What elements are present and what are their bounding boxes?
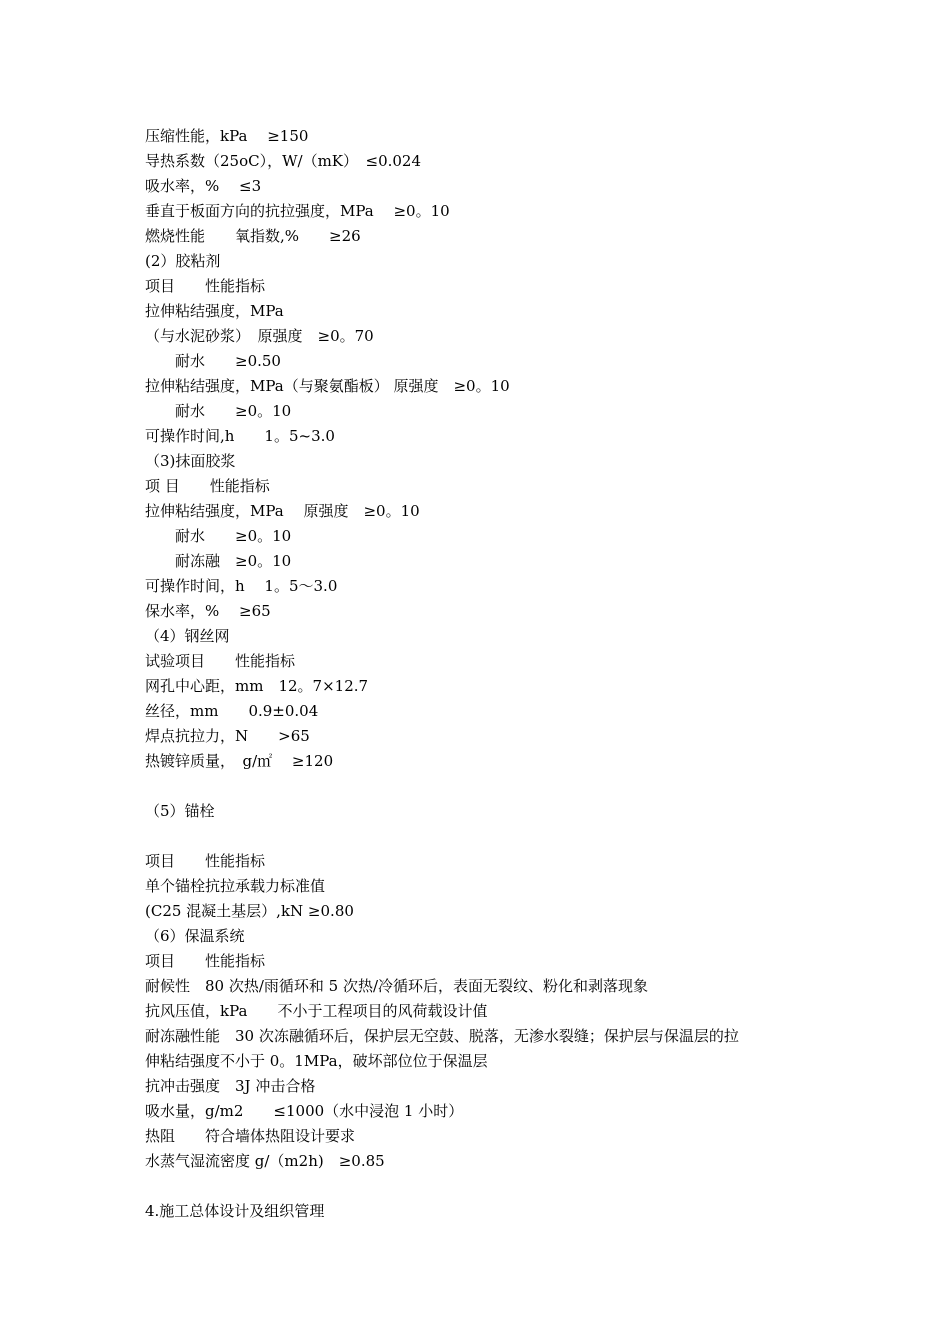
text-line: 耐水 ≥0。10	[145, 402, 292, 420]
text-line: 可操作时间，h 1。5～3.0	[145, 577, 338, 595]
chapter-heading: 4.施工总体设计及组织管理	[145, 1202, 325, 1220]
text-line: 网孔中心距，mm 12。7×12.7	[145, 677, 369, 695]
text-line: 保水率，% ≥65	[145, 602, 271, 620]
text-line: （与水泥砂浆） 原强度 ≥0。70	[145, 327, 374, 345]
text-line: 热阻 符合墙体热阻设计要求	[145, 1127, 356, 1145]
text-line: 耐水 ≥0。10	[145, 527, 292, 545]
text-line: 伸粘结强度不小于 0。1MPa，破坏部位位于保温层	[145, 1052, 488, 1070]
text-line: 拉伸粘结强度，MPa	[145, 302, 284, 320]
text-line: 抗冲击强度 3J 冲击合格	[145, 1077, 316, 1095]
text-line: 热镀锌质量， g/㎡ ≥120	[145, 752, 334, 770]
document-body	[145, 124, 825, 1224]
blank-line	[145, 774, 825, 799]
text-line: 可操作时间,h 1。5~3.0	[145, 427, 335, 445]
text-line: 丝径，mm 0.9±0.04	[145, 702, 319, 720]
text-line: 拉伸粘结强度，MPa 原强度 ≥0。10	[145, 502, 420, 520]
text-line: 耐冻融性能 30 次冻融循环后，保护层无空鼓、脱落，无渗水裂缝；保护层与保温层的拉	[145, 1027, 739, 1045]
text-line: 拉伸粘结强度，MPa（与聚氨酯板） 原强度 ≥0。10	[145, 377, 510, 395]
text-line: (C25 混凝土基层）,kN ≥0.80	[145, 902, 354, 920]
text-line: 燃烧性能 氧指数,% ≥26	[145, 227, 361, 245]
text-line: 垂直于板面方向的抗拉强度，MPa ≥0。10	[145, 202, 450, 220]
section-heading: （3)抹面胶浆	[145, 452, 236, 470]
table-header: 项目 性能指标	[145, 277, 266, 295]
text-line: 抗风压值，kPa 不小于工程项目的风荷载设计值	[145, 1002, 488, 1020]
text-line: 焊点抗拉力，N >65	[145, 727, 310, 745]
text-line: 水蒸气湿流密度 g/（m2h) ≥0.85	[145, 1152, 385, 1170]
section-heading: （6）保温系统	[145, 927, 245, 945]
section-heading: (2）胶粘剂	[145, 252, 221, 270]
text-line: 导热系数（25oC），W/（mK） ≤0.024	[145, 152, 422, 170]
table-header: 项目 性能指标	[145, 952, 266, 970]
text-line: 吸水量，g/m2 ≤1000（水中浸泡 1 小时）	[145, 1102, 464, 1120]
table-header: 项 目 性能指标	[145, 477, 270, 495]
section-heading: （5）锚栓	[145, 802, 215, 820]
blank-line	[145, 824, 825, 849]
text-line: 耐水 ≥0.50	[145, 352, 281, 370]
text-line: 单个锚栓抗拉承载力标准值	[145, 877, 326, 895]
table-header: 试验项目 性能指标	[145, 652, 296, 670]
text-line: 耐冻融 ≥0。10	[145, 552, 292, 570]
blank-line	[145, 1174, 825, 1199]
text-line: 耐候性 80 次热/雨循环和 5 次热/冷循环后，表面无裂纹、粉化和剥落现象	[145, 977, 649, 995]
section-heading: （4）钢丝网	[145, 627, 230, 645]
text-line: 吸水率，% ≤3	[145, 177, 262, 195]
text-line: 压缩性能，kPa ≥150	[145, 127, 309, 145]
table-header: 项目 性能指标	[145, 852, 266, 870]
